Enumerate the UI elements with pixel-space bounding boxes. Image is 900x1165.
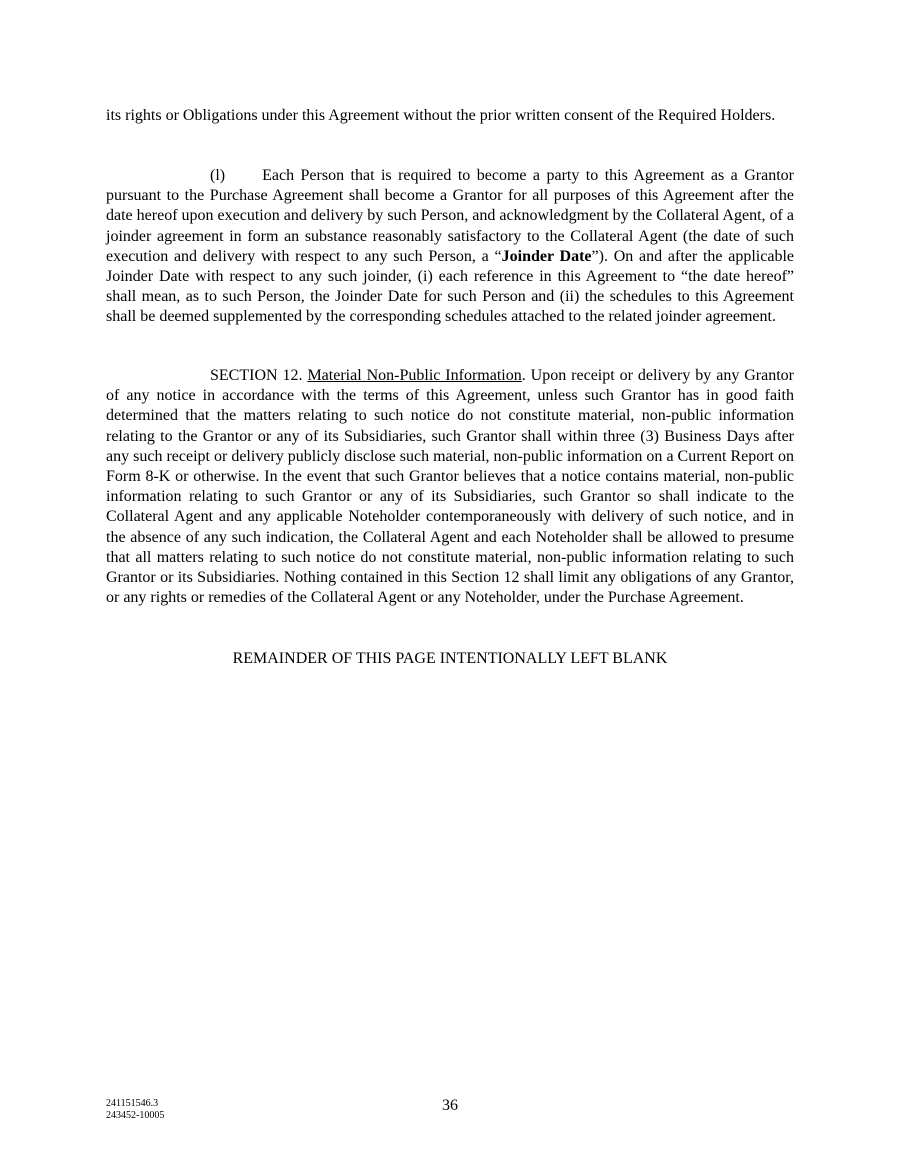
section-heading: Material Non-Public Information — [307, 367, 522, 384]
subsection-label: (l) — [210, 167, 226, 184]
defined-term-joinder-date: Joinder Date — [501, 247, 592, 265]
footer-doc-id-2: 243452-10005 — [106, 1110, 165, 1121]
subsection-text-b: ”). On and after the applicable Joinder Date with respect to any such joinder, (i) each reference in this Agreement to “the date hereof” shall mean, as to such Person, the Joinder Date for such Person and (ii) the schedules to this Agreement shall be deemed supplemented by the corresponding schedules attached to the related joinder agreement. — [106, 247, 794, 326]
paragraph-subsection-l — [106, 166, 794, 328]
section-number: SECTION 12. — [210, 367, 303, 384]
page-number: 36 — [442, 1097, 458, 1114]
paragraph-continuation: its rights or Obligations under this Agreement without the prior written consent of the Required Holders. — [106, 107, 776, 124]
subsection-text-a: Each Person that is required to become a party to this Agreement as a Grantor pursuant to the Purchase Agreement shall become a Grantor for all purposes of this Agreement after the date hereof upon execution and delivery by such Person, and acknowledgment by the Collateral Agent, of a joinder agreement in form an substance reasonably satisfactory to the Collateral Agent (the date of such execution and delivery with respect to any such Person, a “ — [106, 167, 794, 265]
footer-doc-id-1: 241151546.3 — [106, 1098, 159, 1109]
paragraph-section-12 — [106, 366, 794, 608]
remainder-notice: REMAINDER OF THIS PAGE INTENTIONALLY LEFT BLANK — [232, 650, 668, 667]
section-text: . Upon receipt or delivery by any Grantor of any notice in accordance with the terms of this Agreement, unless such Grantor has in good faith determined that the matters relating to such notice do not constitute material, non-public information relating to the Grantor or any of its Subsidiaries, such Grantor shall within three (3) Business Days after any such receipt or delivery publicly disclose such material, non-public information on a Current Report on Form 8-K or otherwise. In the event that such Grantor believes that a notice contains material, non-public information relating to such Grantor or any of its Subsidiaries, such Grantor so shall indicate to the Collateral Agent and any applicable Noteholder contemporaneously with delivery of such notice, and in the absence of any such indication, the Collateral Agent and each Noteholder shall be allowed to presume that all matters relating to such notice do not constitute material, non-public information relating to such Grantor or its Subsidiaries. Nothing contained in this Section 12 shall limit any obligations of any Grantor, or any rights or remedies of the Collateral Agent or any Noteholder, under the Purchase Agreement. — [106, 367, 795, 607]
